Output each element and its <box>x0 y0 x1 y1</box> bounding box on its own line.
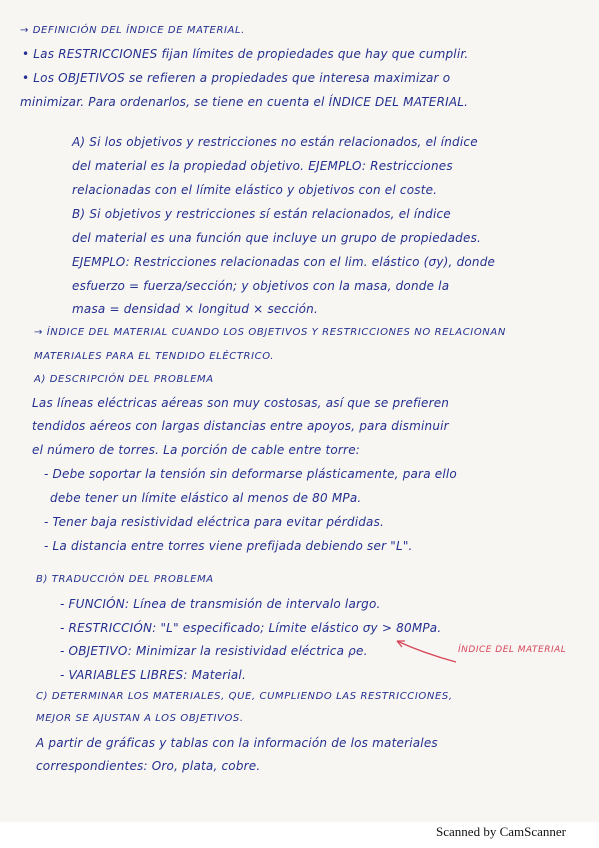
list-item: - Tener baja resistividad eléctrica para evitar pérdidas. <box>44 515 385 529</box>
text-line: minimizar. Para ordenarlos, se tiene en cuenta el ÍNDICE DEL MATERIAL. <box>20 95 469 109</box>
case-line: esfuerzo = fuerza/sección; y objetivos con la masa, donde la <box>72 279 450 293</box>
text-line: correspondientes: Oro, plata, cobre. <box>36 759 261 773</box>
text-line: tendidos aéreos con largas distancias entre apoyos, para disminuir <box>32 419 449 433</box>
text-line: el número de torres. La porción de cable entre torre: <box>32 443 361 457</box>
subheading-determinar-cont: MEJOR SE AJUSTAN A LOS OBJETIVOS. <box>36 713 244 724</box>
list-item: - RESTRICCIÓN: "L" especificado; Límite elástico σy > 80MPa. <box>60 621 442 635</box>
text-line: Las líneas eléctricas aéreas son muy costosas, así que se prefieren <box>32 396 450 410</box>
case-line: relacionadas con el límite elástico y objetivos con el coste. <box>72 183 438 197</box>
text-line: • Los OBJETIVOS se refieren a propiedades que interesa maximizar o <box>22 71 451 85</box>
section-heading-indice-cont: MATERIALES PARA EL TENDIDO ELÉCTRICO. <box>34 351 275 362</box>
case-line: del material es la propiedad objetivo. EJEMPLO: Restricciones <box>72 159 453 173</box>
text-line: A partir de gráficas y tablas con la información de los materiales <box>36 736 438 750</box>
list-item: - OBJETIVO: Minimizar la resistividad eléctrica ρe. <box>60 644 368 658</box>
list-item: - Debe soportar la tensión sin deformarse plásticamente, para ello <box>44 467 457 481</box>
case-line: A) Si los objetivos y restricciones no están relacionados, el índice <box>72 135 478 149</box>
list-item: - FUNCIÓN: Línea de transmisión de intervalo largo. <box>60 597 381 611</box>
list-item: - VARIABLES LIBRES: Material. <box>60 668 246 682</box>
section-heading-definition: → DEFINICIÓN DEL ÍNDICE DE MATERIAL. <box>20 25 245 36</box>
annotation-indice-material: ÍNDICE DEL MATERIAL <box>458 645 567 655</box>
subheading-descripcion: A) DESCRIPCIÓN DEL PROBLEMA <box>34 374 214 385</box>
subheading-traduccion: B) TRADUCCIÓN DEL PROBLEMA <box>36 574 214 585</box>
list-item: debe tener un límite elástico al menos de 80 MPa. <box>50 491 362 505</box>
subheading-determinar: C) DETERMINAR LOS MATERIALES, QUE, CUMPLIENDO LAS RESTRICCIONES, <box>36 691 453 702</box>
scanner-watermark: Scanned by CamScanner <box>436 824 566 839</box>
section-heading-indice: → ÍNDICE DEL MATERIAL CUANDO LOS OBJETIVOS Y RESTRICCIONES NO RELACIONAN <box>34 327 506 338</box>
text-line: • Las RESTRICCIONES fijan límites de propiedades que hay que cumplir. <box>22 47 469 61</box>
case-line: masa = densidad × longitud × sección. <box>72 302 318 316</box>
case-line: del material es una función que incluye un grupo de propiedades. <box>72 231 482 245</box>
list-item: - La distancia entre torres viene prefijada debiendo ser "L". <box>44 539 413 553</box>
case-line: B) Si objetivos y restricciones sí están relacionados, el índice <box>72 207 451 221</box>
case-line: EJEMPLO: Restricciones relacionadas con el lim. elástico (σy), donde <box>72 255 496 269</box>
